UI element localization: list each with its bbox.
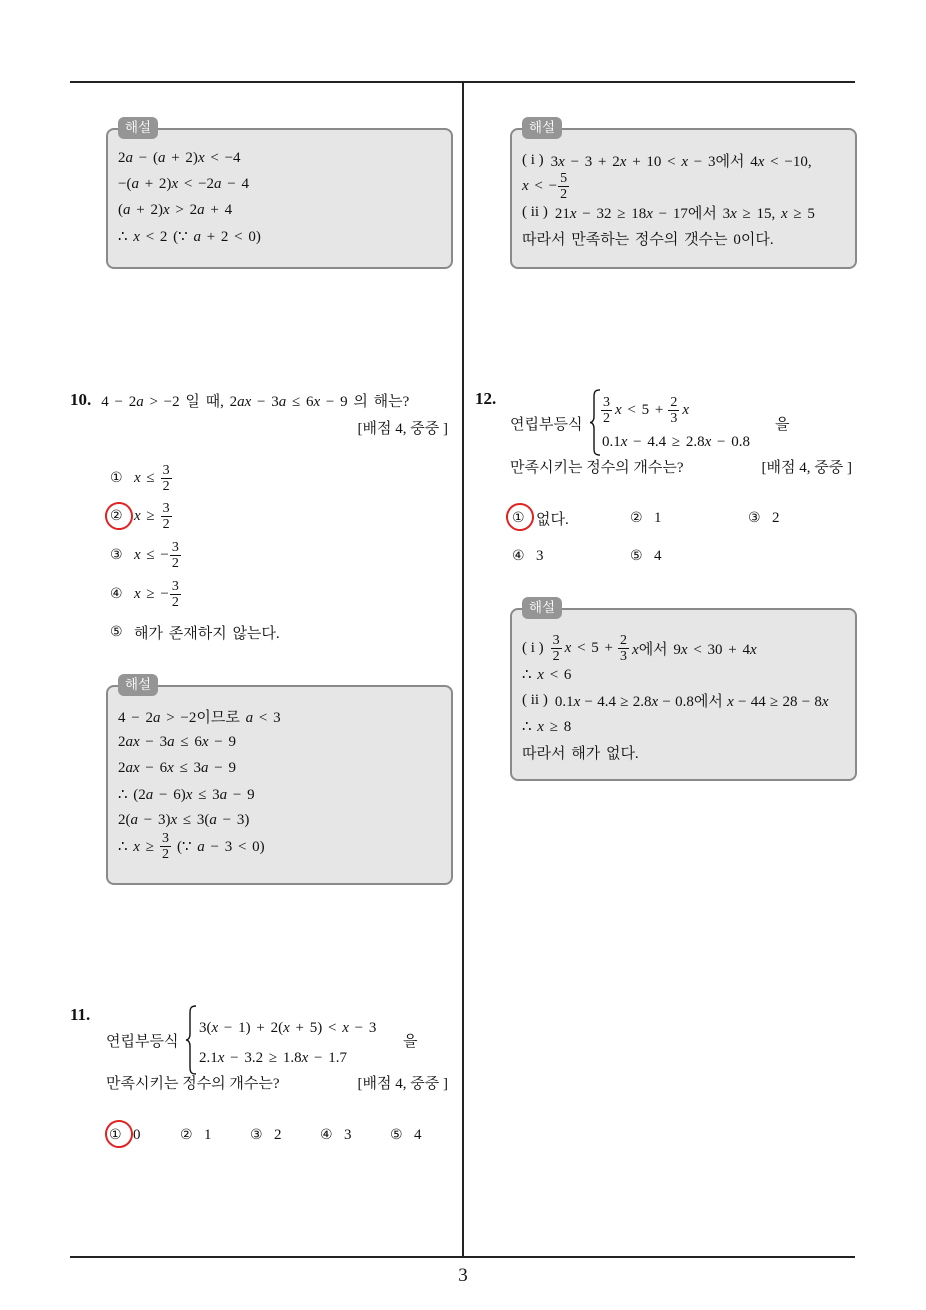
fraction (161, 463, 172, 494)
fraction-denominator: 2 (162, 478, 170, 494)
solution-line (118, 703, 445, 729)
system-line (199, 1016, 376, 1040)
option-value: 4 (654, 547, 662, 564)
solution-line (118, 830, 445, 862)
fraction (668, 395, 679, 426)
fraction-numerator: 3 (171, 539, 179, 555)
fraction (170, 579, 181, 610)
option-marker: ② (630, 510, 643, 526)
system-brace (589, 389, 601, 456)
option-expression: x ≤ (134, 469, 155, 486)
option-marker: ④ (512, 548, 525, 564)
fraction (160, 831, 171, 862)
page-number: 3 (458, 1265, 468, 1286)
option-marker: ② (180, 1127, 193, 1143)
option-marker: ④ (320, 1127, 333, 1143)
option-3 (748, 506, 780, 530)
solution-line (118, 781, 445, 807)
option-5 (630, 544, 662, 568)
option-1 (110, 462, 175, 494)
question-11-header (70, 1003, 90, 1027)
solution-line-text: −(a + 2)x < −2a − 4 (118, 175, 249, 192)
solution-line (522, 687, 849, 713)
solution-line-text: 4 − 2a > −2이므로 a < 3 (118, 709, 281, 726)
solution-line (118, 171, 445, 197)
option-marker: ⑤ (390, 1127, 403, 1143)
solution-line-text: ∴ x ≥ (118, 838, 154, 855)
solution-line-text: 2a − (a + 2)x < −4 (118, 149, 241, 166)
option-5 (110, 620, 280, 644)
fraction-numerator: 3 (552, 632, 560, 648)
option-4 (320, 1123, 352, 1147)
question-score: [배점 4, 중중 ] (761, 459, 852, 476)
fraction (161, 501, 172, 532)
option-marker: ③ (110, 547, 123, 563)
solution-line (522, 199, 849, 225)
fraction (601, 395, 612, 426)
fraction-denominator: 2 (560, 186, 568, 202)
question-lead-text: 연립부등식 (510, 416, 583, 433)
fraction-numerator: 3 (161, 830, 169, 846)
option-expression: x ≥ − (134, 585, 169, 602)
question-particle (775, 411, 790, 435)
solution-box-previous-left (106, 120, 453, 269)
option-value: 0 (133, 1126, 141, 1143)
fraction-numerator: 2 (620, 632, 628, 648)
solution-line-text: 0.1x − 4.4 ≥ 2.8x − 0.8에서 x − 44 ≥ 28 − 8x (554, 693, 829, 710)
fraction-numerator: 5 (560, 170, 568, 186)
footer-rule (70, 1256, 855, 1258)
option-expression: 해가 존재하지 않는다. (134, 625, 280, 642)
option-marker: ⑤ (630, 548, 643, 564)
solution-line (522, 225, 849, 251)
solution-lines (118, 145, 445, 249)
fraction-denominator: 2 (161, 846, 169, 862)
solution-line-text: 2ax − 6x ≤ 3a − 9 (118, 759, 237, 776)
option-5 (390, 1123, 422, 1147)
solution-tag: 해설 (522, 597, 562, 619)
solution-line (522, 170, 849, 202)
solution-line-text: 2ax − 3a ≤ 6x − 9 (118, 733, 237, 750)
option-expression: x ≤ − (134, 546, 169, 563)
solution-tag: 해설 (522, 117, 562, 139)
solution-line-text: ∴ (2a − 6)x ≤ 3a − 9 (118, 786, 255, 803)
system-line (602, 430, 750, 454)
option-value: 3 (536, 547, 544, 564)
question-stem: 만족시키는 정수의 개수는? (106, 1075, 280, 1092)
option-marker: ④ (110, 586, 123, 602)
solution-line-text: 3x − 3 + 2x + 10 < x − 3에서 4x < −10, (550, 153, 812, 170)
solution-line (522, 713, 849, 739)
fraction-numerator: 3 (162, 500, 170, 516)
question-number: 11. (70, 1005, 91, 1024)
system-line-text: 0.1x − 4.4 ≥ 2.8x − 0.8 (602, 433, 751, 450)
solution-line (522, 661, 849, 687)
option-expression: x ≥ (134, 507, 155, 524)
question-stem-row (510, 454, 684, 478)
fraction-numerator: 3 (171, 578, 179, 594)
solution-line (522, 739, 849, 765)
system-line (601, 394, 690, 426)
solution-lines (118, 703, 445, 862)
option-marker: ① (109, 1127, 122, 1143)
option-value: 2 (274, 1126, 282, 1143)
option-value: 4 (414, 1126, 422, 1143)
solution-line-text: ∴ x < 2 (∵ a + 2 < 0) (118, 228, 261, 245)
option-3 (250, 1123, 282, 1147)
column-divider (462, 82, 464, 1257)
fraction-denominator: 2 (552, 648, 560, 664)
question-stem: 만족시키는 정수의 개수는? (510, 459, 684, 476)
option-value: 3 (344, 1126, 352, 1143)
question-particle-text: 을 (775, 416, 790, 433)
fraction-denominator: 2 (603, 410, 610, 426)
solution-line-text: 따라서 해가 없다. (522, 745, 639, 762)
system-line-text: 2.1x − 3.2 ≥ 1.8x − 1.7 (199, 1049, 348, 1066)
solution-line (522, 147, 849, 173)
system-line (199, 1046, 347, 1070)
question-lead (106, 1028, 178, 1052)
option-value: 1 (204, 1126, 212, 1143)
solution-lines (522, 632, 849, 765)
solution-box-previous-right (510, 120, 857, 269)
fraction (170, 540, 181, 571)
solution-line (522, 632, 849, 664)
question-lead-text: 연립부등식 (106, 1033, 179, 1050)
question-stem: 4 − 2a > −2 일 때, 2ax − 3a ≤ 6x − 9 의 해는? (101, 393, 410, 410)
fraction (558, 171, 569, 202)
case-label: ( i ) (522, 639, 544, 656)
solution-line (118, 755, 445, 781)
fraction-denominator: 3 (670, 410, 678, 426)
solution-line (118, 729, 445, 755)
system-line-text: 3(x − 1) + 2(x + 5) < x − 3 (199, 1019, 377, 1036)
system-brace (185, 1005, 197, 1075)
option-marker: ① (110, 470, 123, 486)
question-score: [배점 4, 중중 ] (357, 420, 448, 437)
option-4 (110, 578, 184, 610)
question-10-header (70, 388, 409, 412)
solution-lines (522, 147, 849, 251)
question-12-header (475, 387, 496, 411)
solution-line-text: 따라서 만족하는 정수의 갯수는 0이다. (522, 231, 774, 248)
solution-box-q10 (106, 677, 453, 885)
solution-line-text: (∵ a − 3 < 0) (176, 838, 265, 855)
option-value: 1 (654, 509, 662, 526)
question-number: 12. (475, 389, 497, 408)
question-number: 10. (70, 390, 92, 409)
fraction-denominator: 2 (171, 594, 179, 610)
solution-line-text: (a + 2)x > 2a + 4 (118, 201, 233, 218)
solution-line-text: 21x − 32 ≥ 18x − 17에서 3x ≥ 15, x ≥ 5 (554, 205, 815, 222)
fraction-denominator: 2 (162, 516, 170, 532)
question-stem-row (106, 1070, 280, 1094)
system-line-text: x (682, 401, 690, 418)
solution-line-text: x에서 9x < 30 + 4x (632, 641, 757, 658)
solution-box-q12 (510, 600, 857, 781)
solution-line (118, 145, 445, 171)
case-label: ( ii ) (522, 203, 548, 220)
option-2 (630, 506, 662, 530)
option-marker: ③ (748, 510, 761, 526)
question-score: [배점 4, 중중 ] (357, 1075, 448, 1092)
fraction (618, 633, 629, 664)
solution-line (118, 223, 445, 249)
option-value: 2 (772, 509, 780, 526)
question-particle (403, 1028, 418, 1052)
solution-tag: 해설 (118, 117, 158, 139)
solution-line-text: 2(a − 3)x ≤ 3(a − 3) (118, 811, 250, 828)
solution-line (118, 807, 445, 833)
option-value: 없다. (536, 511, 569, 528)
option-2 (180, 1123, 212, 1147)
solution-line-text: ∴ x < 6 (522, 666, 572, 683)
question-lead (510, 411, 582, 435)
fraction-numerator: 2 (670, 394, 678, 410)
option-marker: ② (110, 508, 123, 524)
solution-line (118, 197, 445, 223)
question-particle-text: 을 (403, 1033, 418, 1050)
fraction (551, 633, 562, 664)
system-line-text: x < 5 + (615, 401, 664, 418)
fraction-denominator: 2 (171, 555, 179, 571)
case-label: ( i ) (522, 151, 544, 168)
fraction-numerator: 3 (603, 394, 610, 410)
option-3 (110, 539, 184, 571)
solution-line-text: ∴ x ≥ 8 (522, 718, 572, 735)
fraction-denominator: 3 (620, 648, 628, 664)
solution-line-text: x < − (522, 177, 558, 194)
solution-tag: 해설 (118, 674, 158, 696)
option-4 (512, 544, 544, 568)
solution-line-text: x < 5 + (564, 639, 614, 656)
case-label: ( ii ) (522, 691, 548, 708)
fraction-numerator: 3 (162, 462, 170, 478)
option-marker: ⑤ (110, 624, 123, 640)
option-marker: ① (512, 510, 525, 526)
option-marker: ③ (250, 1127, 263, 1143)
